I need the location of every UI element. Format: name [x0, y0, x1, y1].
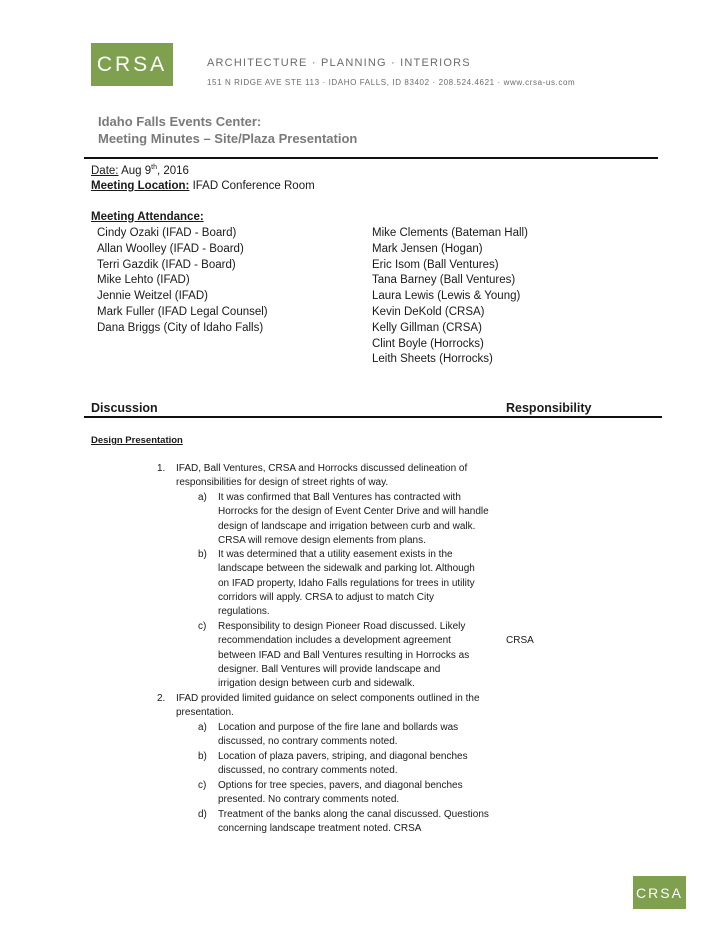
- item-number: 1.: [157, 463, 166, 474]
- date-year: , 2016: [156, 164, 189, 177]
- subitem-text: It was determined that a utility easement exists in the landscape between the sidewalk and parking lot. Although on IFAD property, Idaho Falls regulations for trees in utility corridors will apply. CRSA to adjust to match City regulations.: [218, 549, 475, 618]
- meeting-date: [91, 164, 189, 177]
- subitem-letter: d): [198, 809, 207, 820]
- attendee: Clint Boyle (Horrocks): [372, 337, 484, 350]
- item-text: IFAD provided limited guidance on select components outlined in the presentation.: [176, 693, 480, 719]
- attendance-heading: Meeting Attendance:: [91, 211, 204, 223]
- attendee: Cindy Ozaki (IFAD - Board): [97, 227, 237, 239]
- subitem-letter: b): [198, 549, 207, 560]
- attendee: Laura Lewis (Lewis & Young): [372, 290, 521, 303]
- item-number: 2.: [157, 693, 166, 704]
- subitem-text: Location and purpose of the fire lane and bollards was discussed, no contrary comments noted.: [218, 722, 459, 748]
- attendee: Leith Sheets (Horrocks): [372, 353, 493, 366]
- location-label: Meeting Location:: [91, 180, 190, 192]
- attendee: Mark Fuller (IFAD Legal Counsel): [97, 305, 268, 318]
- firm-tagline: ARCHITECTURE · PLANNING · INTERIORS: [207, 57, 471, 69]
- section-heading: Design Presentation: [91, 435, 183, 446]
- attendee: Mark Jensen (Hogan): [372, 242, 483, 255]
- attendee: Mike Clements (Bateman Hall): [372, 227, 528, 239]
- footer-crsa-logo: [633, 876, 686, 909]
- subitem-letter: a): [198, 722, 207, 733]
- attendee: Eric Isom (Ball Ventures): [372, 258, 499, 271]
- attendee: Mike Lehto (IFAD): [97, 274, 190, 287]
- responsibility-column-header: Responsibility: [506, 401, 592, 415]
- document-title: Idaho Falls Events Center:: [98, 114, 262, 129]
- subitem-letter: b): [198, 751, 207, 762]
- subitem-letter: c): [198, 621, 207, 632]
- document-subtitle: Meeting Minutes – Site/Plaza Presentation: [98, 131, 358, 146]
- footer-logo-text: CRSA: [636, 884, 683, 901]
- discussion-divider: [84, 416, 662, 418]
- attendee: Dana Briggs (City of Idaho Falls): [97, 321, 264, 334]
- crsa-logo: [91, 43, 173, 86]
- firm-address: 151 N RIDGE AVE STE 113 · IDAHO FALLS, ID 83402 · 208.524.4621 · www.crsa-us.com: [207, 78, 576, 87]
- attendee: Allan Woolley (IFAD - Board): [97, 242, 244, 255]
- date-value: Aug 9: [121, 164, 152, 177]
- subitem-text: Location of plaza pavers, striping, and diagonal benches discussed, no contrary comments noted.: [218, 751, 468, 777]
- attendee: Tana Barney (Ball Ventures): [372, 274, 516, 287]
- date-suffix: th: [151, 164, 157, 171]
- header-divider: [84, 157, 658, 159]
- subitem-letter: c): [198, 780, 207, 791]
- meeting-location: [91, 180, 315, 192]
- attendee: Kevin DeKold (CRSA): [372, 305, 485, 318]
- location-value: IFAD Conference Room: [192, 180, 315, 192]
- subitem-text: Treatment of the banks along the canal discussed. Questions concerning landscape treatment noted. CRSA: [218, 809, 489, 835]
- attendance-list-left: [97, 226, 268, 337]
- responsibility-value: CRSA: [506, 635, 534, 646]
- attendee: Terri Gazdik (IFAD - Board): [97, 258, 236, 271]
- date-label: Date:: [91, 164, 119, 177]
- attendee: Kelly Gillman (CRSA): [372, 321, 482, 334]
- subitem-text: Responsibility to design Pioneer Road discussed. Likely recommendation includes a development agreement between IFAD and Ball Ventures resulting in Horrocks as designer. Ball Ventures will provide landscape and irrigation design between curb and sidewalk.: [218, 621, 470, 690]
- logo-text: CRSA: [96, 52, 168, 76]
- subitem-letter: a): [198, 492, 207, 503]
- discussion-column-header: Discussion: [91, 401, 158, 415]
- attendance-list-right: [372, 226, 528, 368]
- item-text: IFAD, Ball Ventures, CRSA and Horrocks discussed delineation of responsibilities for design of street rights of way.: [176, 463, 468, 489]
- subitem-text: It was confirmed that Ball Ventures has contracted with Horrocks for the design of Event Center Drive and will handle design of landscape and irrigation between curb and walk. CRSA will remove design elements from plans.: [218, 492, 489, 546]
- attendee: Jennie Weitzel (IFAD): [97, 290, 208, 303]
- subitem-text: Options for tree species, pavers, and diagonal benches presented. No contrary comments noted.: [218, 780, 463, 806]
